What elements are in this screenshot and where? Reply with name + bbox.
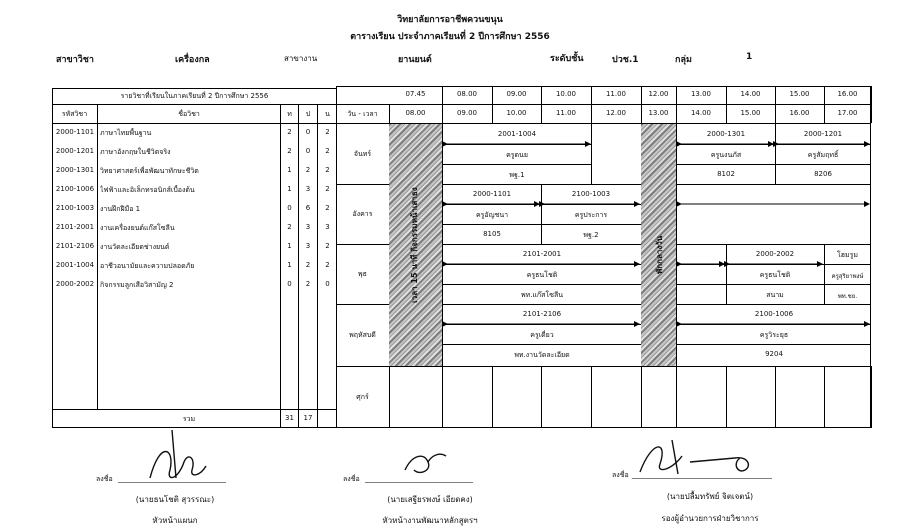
subject-practice: 6: [305, 204, 311, 212]
mon-slot-b-room: 8102: [717, 170, 735, 178]
subject-code: 2000-1201: [55, 147, 95, 155]
group-value: 1: [746, 52, 753, 62]
col-n-header: น: [325, 110, 330, 118]
sign2-label: ลงชื่อ: [343, 475, 360, 483]
mon-slot-a-code: 2001-1004: [497, 130, 537, 138]
lunch-text: พักกลางวัน: [655, 235, 664, 275]
time-start: 16.00: [837, 90, 858, 98]
total-n: 17: [303, 414, 313, 422]
subject-code: 2000-1101: [55, 128, 95, 136]
wed-slot-b-code: 2000-2002: [755, 250, 795, 258]
wed-slot-c-room: พท.ชย.: [837, 293, 858, 300]
sign2-name: (นายเสฐียรพงษ์ เอียดคง): [387, 495, 473, 504]
thu-slot-a-code: 2101-2106: [522, 310, 562, 318]
time-end: 09.00: [456, 109, 478, 117]
time-start: 07.45: [405, 90, 426, 98]
total-label: รวม: [182, 415, 196, 423]
subject-practice: 3: [305, 185, 311, 193]
subject-code: 2101-2001: [55, 223, 95, 231]
subject-name: วิทยาศาสตร์เพื่อพัฒนาทักษะชีวิต: [100, 167, 199, 175]
major-value: ยานยนต์: [398, 55, 432, 65]
subject-practice: 3: [305, 223, 311, 231]
time-start: 11.00: [605, 90, 627, 98]
time-start: 15.00: [789, 90, 810, 98]
subject-practice: 2: [305, 166, 311, 174]
time-start: 09.00: [506, 90, 527, 98]
subject-name: งานวัดละเอียดช่างยนต์: [100, 243, 170, 251]
day-label: จันทร์: [353, 150, 372, 158]
col-t-header: ท: [287, 110, 292, 118]
subject-name: กิจกรรมลูกเสือวิสามัญ 2: [100, 281, 174, 289]
tue-slot-b-code: 2100-1003: [571, 190, 611, 198]
mon-slot-c-code: 2000-1201: [803, 130, 843, 138]
subject-theory: 2: [287, 223, 292, 231]
thu-slot-b-room: 9204: [765, 350, 783, 358]
sign3-label: ลงชื่อ: [612, 471, 629, 479]
time-end: 13.00: [648, 109, 669, 117]
homeroom-text: เวลา 15 นาที กิจกรรมหน้าเสาธง: [410, 187, 419, 303]
schedule-title: ตารางเรียน ประจำภาคเรียนที่ 2 ปีการศึกษา 2556: [350, 32, 550, 42]
total-p: 31: [285, 414, 294, 422]
subject-practice: 2: [305, 280, 311, 288]
subject-name: งานเครื่องยนต์แก๊สโซลีน: [100, 224, 175, 232]
subject-code: 2000-2002: [55, 280, 95, 288]
wed-slot-a-teacher: ครูธนโชติ: [526, 271, 558, 279]
col-name-header: ชื่อวิชา: [178, 110, 200, 118]
subject-name: งานฝึกฝีมือ 1: [100, 205, 141, 213]
subject-practice: 3: [305, 242, 311, 250]
wed-slot-c-teacher: ครูสุริยาพงษ์: [831, 273, 864, 280]
group-label: กลุ่ม: [675, 55, 692, 65]
subject-practice: 0: [305, 128, 311, 136]
thu-slot-a-teacher: ครูเดี่ยว: [530, 331, 554, 339]
tue-slot-a-code: 2000-1101: [472, 190, 512, 198]
subject-code: 2001-1004: [55, 261, 95, 269]
subject-credit: 0: [325, 280, 330, 288]
dept-label: สาขาวิชา: [56, 55, 94, 65]
time-end: 15.00: [740, 109, 761, 117]
major-label: สาขางาน: [284, 54, 318, 63]
subject-theory: 2: [287, 147, 292, 155]
subject-name: ภาษาอังกฤษในชีวิตจริง: [100, 148, 171, 156]
sign1-position: หัวหน้าแผนก: [152, 516, 198, 525]
time-start: 13.00: [690, 90, 712, 98]
subject-code: 2101-2106: [55, 242, 95, 250]
wed-slot-a-room: พท.แก๊สโซลีน: [520, 291, 564, 299]
time-start: 08.00: [456, 90, 478, 98]
day-label: พฤหัสบดี: [349, 331, 376, 339]
subject-theory: 1: [287, 166, 292, 174]
subject-theory: 1: [287, 242, 292, 250]
time-end: 11.00: [555, 109, 577, 117]
subject-credit: 2: [325, 128, 330, 136]
mon-slot-c-teacher: ครูสัมฤทธิ์: [807, 151, 839, 159]
day-label: ศุกร์: [356, 393, 369, 401]
time-start: 12.00: [648, 90, 669, 98]
daytime-label: วัน - เวลา: [347, 110, 378, 118]
thu-slot-a-room: พท.งานวัดละเอียด: [514, 351, 570, 359]
wed-slot-c-code: โฮมรูม: [836, 251, 859, 259]
tue-slot-b-teacher: ครูประการ: [574, 211, 608, 219]
tue-slot-a-teacher: ครูอัญชนา: [475, 211, 509, 219]
level-label: ระดับชั้น: [550, 54, 584, 64]
sign1-name: (นายธนโชติ สุวรรณะ): [135, 495, 215, 504]
sign2-position: หัวหน้างานพัฒนาหลักสูตรฯ: [382, 516, 478, 525]
subject-credit: 2: [325, 261, 330, 269]
subject-theory: 0: [287, 280, 292, 288]
wed-slot-b-teacher: ครูธนโชติ: [759, 271, 791, 279]
subject-credit: 2: [325, 204, 330, 212]
mon-slot-b-teacher: ครูนงนภัส: [710, 151, 742, 159]
subject-credit: 2: [325, 166, 330, 174]
day-label: พุธ: [358, 270, 367, 278]
subject-code: 2100-1003: [55, 204, 95, 212]
college-name: วิทยาลัยการอาชีพควนขนุน: [397, 15, 503, 25]
subject-theory: 1: [287, 261, 292, 269]
subject-code: 2000-1301: [55, 166, 95, 174]
time-start: 14.00: [740, 90, 761, 98]
day-label: อังคาร: [352, 210, 373, 218]
subject-practice: 0: [305, 147, 311, 155]
tue-slot-b-room: พฐ.2: [583, 231, 599, 239]
time-end: 17.00: [837, 109, 858, 117]
time-start: 10.00: [555, 90, 577, 98]
subject-credit: 2: [325, 242, 330, 250]
mon-slot-a-teacher: ครูดนย: [506, 151, 528, 159]
subject-practice: 2: [305, 261, 311, 269]
mon-slot-a-room: พฐ.1: [509, 171, 525, 179]
level-value: ปวช.1: [612, 55, 639, 65]
subjects-caption: รายวิชาที่เรียนในภาคเรียนที่ 2 ปีการศึกษา 2556: [120, 92, 269, 100]
mon-slot-b-code: 2000-1301: [706, 130, 746, 138]
col-p-header: ป: [305, 110, 311, 118]
subject-theory: 2: [287, 128, 292, 136]
time-end: 08.00: [405, 109, 426, 117]
time-end: 14.00: [690, 109, 712, 117]
subject-credit: 2: [325, 185, 330, 193]
thu-slot-b-teacher: ครูวิระยุธ: [759, 331, 789, 339]
subject-name: ไฟฟ้าและอิเล็กทรอนิกส์เบื้องต้น: [100, 186, 195, 194]
thu-slot-b-code: 2100-1006: [754, 310, 794, 318]
subject-credit: 3: [325, 223, 330, 231]
wed-slot-a-code: 2101-2001: [522, 250, 562, 258]
subject-theory: 0: [287, 204, 292, 212]
wed-slot-b-room: สนาม: [766, 291, 784, 299]
time-end: 10.00: [506, 109, 527, 117]
time-end: 16.00: [789, 109, 810, 117]
sign3-position: รองผู้อำนวยการฝ่ายวิชาการ: [661, 514, 759, 523]
dept-value: เครื่องกล: [175, 55, 210, 65]
subject-name: ภาษาไทยพื้นฐาน: [100, 129, 152, 137]
sign3-name: (นายปลื้มทรัพย์ จิตเจตน์): [666, 492, 754, 501]
subject-code: 2100-1006: [55, 185, 95, 193]
time-end: 12.00: [605, 109, 627, 117]
mon-slot-c-room: 8206: [814, 170, 832, 178]
subject-theory: 1: [287, 185, 292, 193]
col-code-header: รหัสวิชา: [61, 110, 88, 118]
subject-credit: 2: [325, 147, 330, 155]
tue-slot-a-room: 8105: [483, 230, 501, 238]
subject-name: อาชีวอนามัยและความปลอดภัย: [100, 262, 195, 270]
sign1-label: ลงชื่อ: [96, 475, 113, 483]
